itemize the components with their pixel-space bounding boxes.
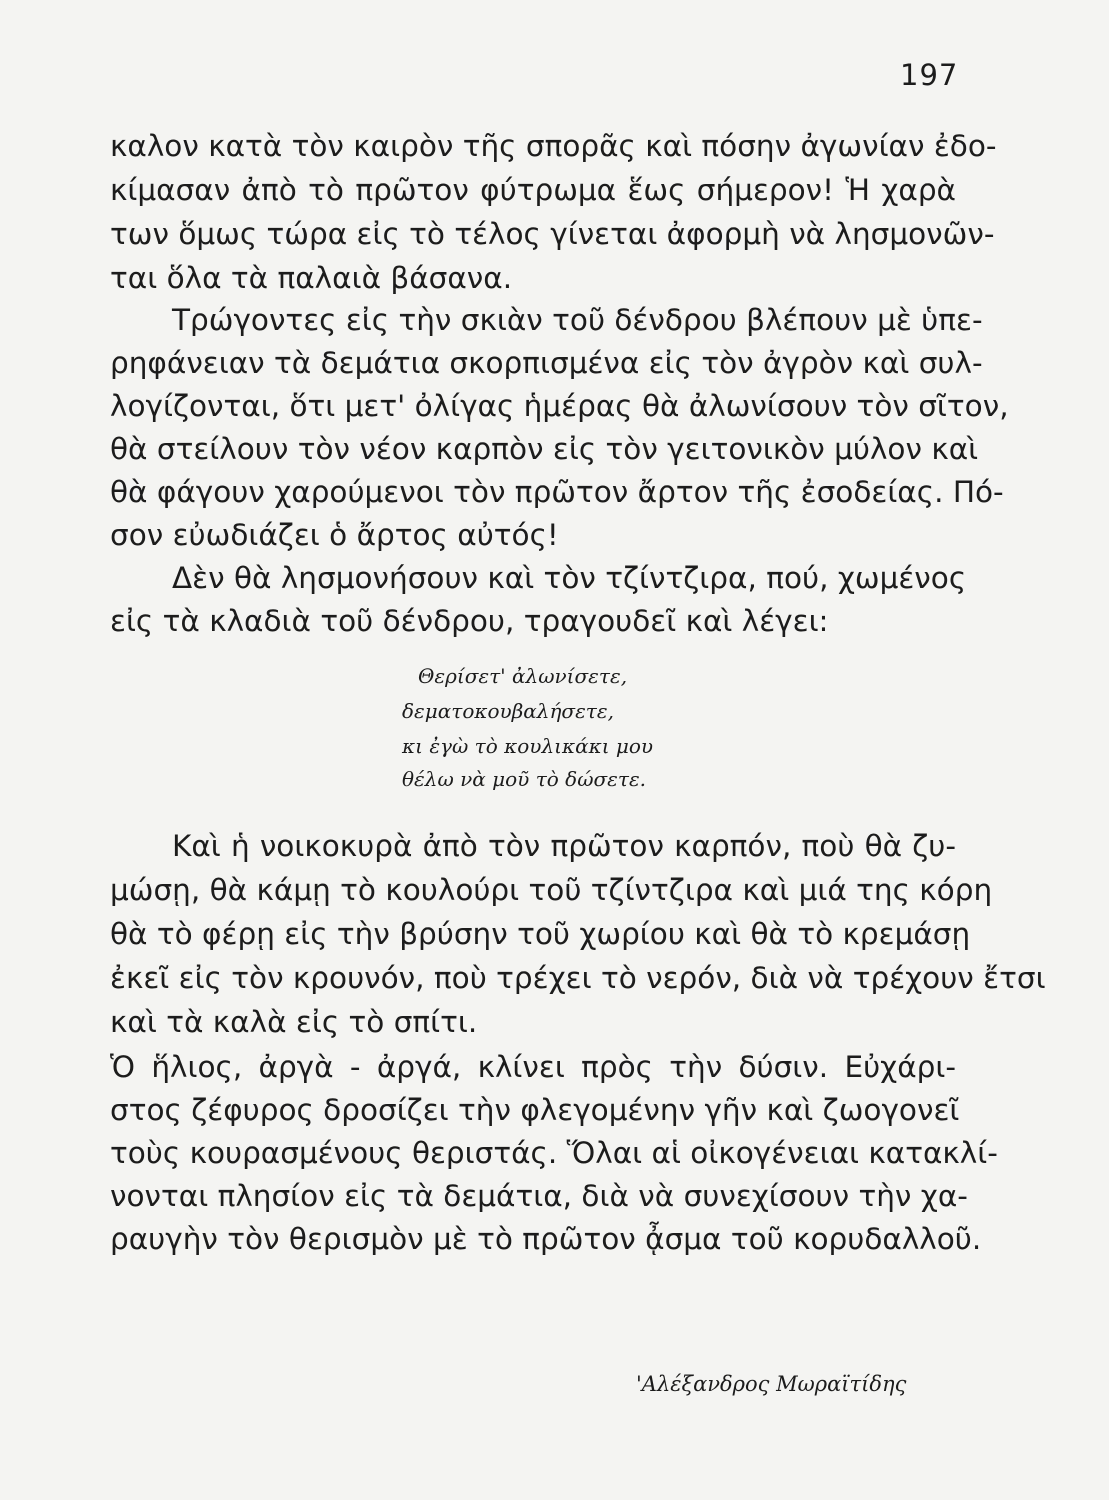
verse-line: Θερίσετ' ἀλωνίσετε, [418,664,628,688]
text-line: Τρώγοντες εἰς τὴν σκιὰν τοῦ δένδρου βλέπουν μὲ ὑπε- [172,303,983,337]
text-line: Καὶ ἡ νοικοκυρὰ ἀπὸ τὸν πρῶτον καρπόν, ποὺ θὰ ζυ- [172,829,956,863]
page-number: 197 [900,58,959,92]
verse-line: δεματοκουβαλήσετε, [402,699,614,723]
text-line: Ὁ ἥλιος, ἀργὰ - ἀργά, κλίνει πρὸς τὴν δύσιν. Εὐχάρι- [110,1050,956,1084]
text-line: θὰ φάγουν χαρούμενοι τὸν πρῶτον ἄρτον τῆς ἐσοδείας. Πό- [110,475,1004,509]
text-line: ρηφάνειαν τὰ δεμάτια σκορπισμένα εἰς τὸν ἀγρὸν καὶ συλ- [110,346,983,380]
text-line: τοὺς κουρασμένους θεριστάς. Ὅλαι αἱ οἰκογένειαι κατακλί- [110,1136,998,1170]
text-line: λογίζονται, ὅτι μετ' ὀλίγας ἡμέρας θὰ ἀλωνίσουν τὸν σῖτον, [110,389,1009,423]
text-line: μώσῃ, θὰ κάμῃ τὸ κουλούρι τοῦ τζίντζιρα καὶ μιά της κόρη [110,873,993,907]
text-line: θὰ στείλουν τὸν νέον καρπὸν εἰς τὸν γειτονικὸν μύλον καὶ [110,432,979,466]
text-line: ἐκεῖ εἰς τὸν κρουνόν, ποὺ τρέχει τὸ νερόν, διὰ νὰ τρέχουν ἔτσι [110,961,1046,995]
text-line: των ὅμως τώρα εἰς τὸ τέλος γίνεται ἀφορμὴ νὰ λησμονῶν- [110,217,995,251]
text-line: κίμασαν ἀπὸ τὸ πρῶτον φύτρωμα ἕως σήμερον! Ἡ χαρὰ [110,173,956,207]
text-line: καλον κατὰ τὸν καιρὸν τῆς σπορᾶς καὶ πόσην ἀγωνίαν ἐδο- [110,129,997,163]
text-line: σον εὐωδιάζει ὁ ἄρτος αὐτός! [110,518,559,552]
text-line: καὶ τὰ καλὰ εἰς τὸ σπίτι. [110,1005,478,1039]
text-line: νονται πλησίον εἰς τὰ δεμάτια, διὰ νὰ συνεχίσουν τὴν χα- [110,1179,968,1213]
text-line: ται ὅλα τὰ παλαιὰ βάσανα. [110,261,513,295]
verse-line: θέλω νὰ μοῦ τὸ δώσετε. [402,767,647,791]
verse-line: κι ἐγὼ τὸ κουλικάκι μου [402,734,654,758]
author-signature: 'Αλέξανδρος Μωραϊτίδης [636,1372,907,1396]
text-line: εἰς τὰ κλαδιὰ τοῦ δένδρου, τραγουδεῖ καὶ λέγει: [110,604,829,638]
text-line: θὰ τὸ φέρῃ εἰς τὴν βρύσην τοῦ χωρίου καὶ θὰ τὸ κρεμάσῃ [110,917,971,951]
text-line: ραυγὴν τὸν θερισμὸν μὲ τὸ πρῶτον ᾆσμα τοῦ κορυδαλλοῦ. [110,1222,982,1256]
text-line: στος ζέφυρος δροσίζει τὴν φλεγομένην γῆν καὶ ζωογονεῖ [110,1093,960,1127]
text-line: Δὲν θὰ λησμονήσουν καὶ τὸν τζίντζιρα, πού, χωμένος [172,561,967,595]
